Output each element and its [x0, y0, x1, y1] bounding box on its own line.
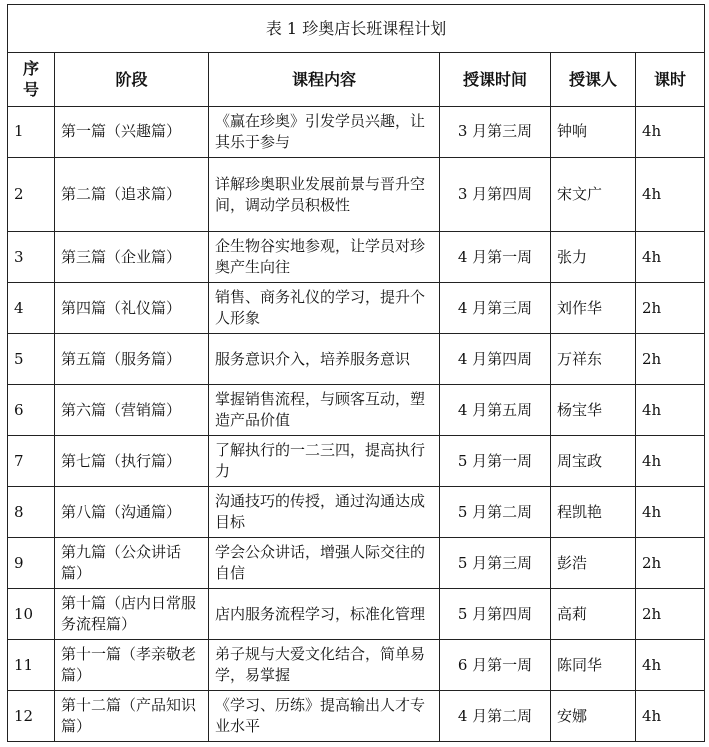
cell-time: 5 月第二周: [440, 487, 551, 538]
table-row: [8, 436, 705, 487]
cell-stage: 第五篇（服务篇）: [55, 334, 209, 385]
cell-no: 9: [8, 538, 55, 589]
cell-teacher: 宋文广: [551, 157, 636, 231]
cell-teacher: 安娜: [551, 691, 636, 742]
cell-teacher: 刘作华: [551, 283, 636, 334]
cell-hours: 2h: [636, 538, 705, 589]
cell-teacher: 程凯艳: [551, 487, 636, 538]
cell-stage: 第十一篇（孝亲敬老篇）: [55, 640, 209, 691]
table-row: [8, 232, 705, 283]
table-caption: 表 1 珍奥店长班课程计划: [8, 5, 705, 53]
cell-no: 8: [8, 487, 55, 538]
cell-time: 5 月第三周: [440, 538, 551, 589]
cell-hours: 4h: [636, 157, 705, 231]
cell-hours: 4h: [636, 436, 705, 487]
table-row: [8, 589, 705, 640]
cell-time: 4 月第一周: [440, 232, 551, 283]
cell-time: 4 月第五周: [440, 385, 551, 436]
cell-no: 6: [8, 385, 55, 436]
header-teacher: 授课人: [551, 52, 636, 106]
caption-row: [8, 5, 705, 53]
cell-hours: 4h: [636, 691, 705, 742]
cell-time: 4 月第二周: [440, 691, 551, 742]
table-body: [8, 106, 705, 741]
cell-time: 4 月第四周: [440, 334, 551, 385]
cell-stage: 第四篇（礼仪篇）: [55, 283, 209, 334]
cell-hours: 4h: [636, 106, 705, 157]
cell-no: 3: [8, 232, 55, 283]
cell-content: 学会公众讲话，增强人际交往的自信: [209, 538, 440, 589]
cell-teacher: 高莉: [551, 589, 636, 640]
cell-no: 1: [8, 106, 55, 157]
cell-content: 销售、商务礼仪的学习，提升个人形象: [209, 283, 440, 334]
cell-hours: 2h: [636, 334, 705, 385]
cell-teacher: 万祥东: [551, 334, 636, 385]
cell-hours: 4h: [636, 640, 705, 691]
cell-no: 7: [8, 436, 55, 487]
cell-content: 了解执行的一二三四，提高执行力: [209, 436, 440, 487]
table-row: [8, 691, 705, 742]
cell-stage: 第十二篇（产品知识篇）: [55, 691, 209, 742]
cell-time: 4 月第三周: [440, 283, 551, 334]
table-row: [8, 640, 705, 691]
header-stage: 阶段: [55, 52, 209, 106]
cell-stage: 第六篇（营销篇）: [55, 385, 209, 436]
header-content: 课程内容: [209, 52, 440, 106]
cell-time: 3 月第三周: [440, 106, 551, 157]
table-row: [8, 334, 705, 385]
header-hours: 课时: [636, 52, 705, 106]
cell-time: 6 月第一周: [440, 640, 551, 691]
cell-hours: 2h: [636, 283, 705, 334]
cell-stage: 第七篇（执行篇）: [55, 436, 209, 487]
cell-content: 《学习、历练》提高输出人才专业水平: [209, 691, 440, 742]
table-row: [8, 538, 705, 589]
cell-stage: 第八篇（沟通篇）: [55, 487, 209, 538]
cell-time: 5 月第四周: [440, 589, 551, 640]
cell-no: 11: [8, 640, 55, 691]
cell-stage: 第九篇（公众讲话篇）: [55, 538, 209, 589]
cell-content: 服务意识介入，培养服务意识: [209, 334, 440, 385]
cell-teacher: 杨宝华: [551, 385, 636, 436]
cell-no: 2: [8, 157, 55, 231]
cell-hours: 4h: [636, 487, 705, 538]
table-row: [8, 283, 705, 334]
cell-stage: 第十篇（店内日常服务流程篇）: [55, 589, 209, 640]
cell-time: 5 月第一周: [440, 436, 551, 487]
cell-content: 掌握销售流程，与顾客互动，塑造产品价值: [209, 385, 440, 436]
cell-no: 5: [8, 334, 55, 385]
cell-no: 12: [8, 691, 55, 742]
cell-hours: 2h: [636, 589, 705, 640]
table-row: [8, 106, 705, 157]
cell-stage: 第一篇（兴趣篇）: [55, 106, 209, 157]
cell-content: 《赢在珍奥》引发学员兴趣，让其乐于参与: [209, 106, 440, 157]
cell-teacher: 周宝政: [551, 436, 636, 487]
cell-no: 10: [8, 589, 55, 640]
cell-no: 4: [8, 283, 55, 334]
cell-teacher: 钟响: [551, 106, 636, 157]
table-row: [8, 385, 705, 436]
cell-content: 弟子规与大爱文化结合，简单易学，易掌握: [209, 640, 440, 691]
cell-stage: 第三篇（企业篇）: [55, 232, 209, 283]
cell-teacher: 陈同华: [551, 640, 636, 691]
cell-time: 3 月第四周: [440, 157, 551, 231]
cell-teacher: 张力: [551, 232, 636, 283]
cell-hours: 4h: [636, 232, 705, 283]
course-plan-table: [7, 4, 705, 742]
cell-hours: 4h: [636, 385, 705, 436]
table-row: [8, 487, 705, 538]
table-row: [8, 157, 705, 231]
header-no: 序号: [8, 52, 55, 106]
header-row: [8, 52, 705, 106]
cell-stage: 第二篇（追求篇）: [55, 157, 209, 231]
cell-content: 沟通技巧的传授，通过沟通达成目标: [209, 487, 440, 538]
header-time: 授课时间: [440, 52, 551, 106]
cell-content: 企生物谷实地参观，让学员对珍奥产生向往: [209, 232, 440, 283]
cell-content: 详解珍奥职业发展前景与晋升空间，调动学员积极性: [209, 157, 440, 231]
cell-content: 店内服务流程学习，标准化管理: [209, 589, 440, 640]
cell-teacher: 彭浩: [551, 538, 636, 589]
